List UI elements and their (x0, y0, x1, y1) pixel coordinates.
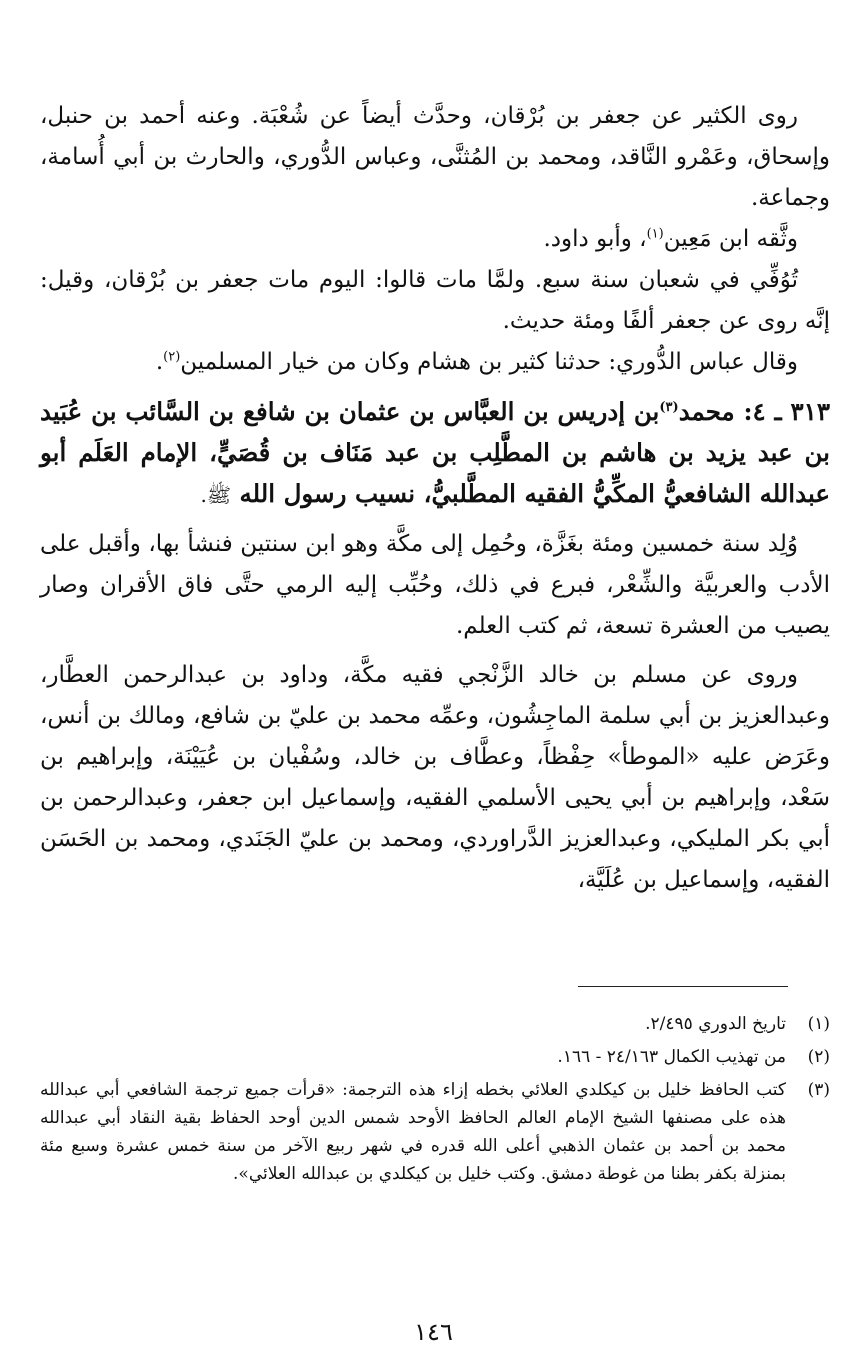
paragraph-birth: وُلِد سنة خمسين ومئة بغَزَّة، وحُمِل إلى مكَّة وهو ابن سنتين فنشأ بها، وأقبل على الأدب والعربيَّة والشِّعْر، فبرع في ذلك، وحُبِّب إليه الرمي حتَّى فاق الأقران وصار يصيب من العشرة تسعة، ثم كتب العلم. (40, 531, 830, 639)
footnote-text: كتب الحافظ خليل بن كيكلدي العلائي بخطه إزاء هذه الترجمة: «قرأت جميع ترجمة الشافعي أبي عبدالله هذه على مصنفها الشيخ الإمام العالم الحافظ الأوحد شمس الدين أوحد الحفاظ بقية النقاد أبي عبدالله محمد بن أحمد بن عثمان الذهبي أعلى الله قدره في شهر ربيع الآخر من سنة خمس عشرة وسبع مئة بمنزلة بكفر بطنا من غوطة دمشق. وكتب خليل بن كيكلدي بن عبدالله العلائي». (40, 1080, 786, 1184)
footnote-3 (40, 1076, 830, 1188)
footnote-text: تاريخ الدوري ٢/٤٩٥. (645, 1014, 786, 1034)
paragraph-quote (40, 342, 830, 383)
entry-number: ٣١٣ ـ ٤: محمد (678, 397, 830, 426)
footnote-ref-1[interactable]: (١) (646, 226, 664, 242)
page-number: ١٤٦ (414, 1318, 453, 1346)
reliability-text: وثَّقه ابن مَعِين (663, 226, 798, 252)
paragraph-teachers: وروى عن مسلم بن خالد الزَّنْجي فقيه مكَّة، وداود بن عبدالرحمن العطَّار، وعبدالعزيز بن أبي سلمة الماجِشُون، وعمِّه محمد بن عليّ بن شافع، ومالك بن أنس، وعَرَض عليه «الموطأ» حِفْظاً، وعطَّاف بن خالد، وسُفْيان بن عُيَيْنَة، وإبراهيم بن سَعْد، وإبراهيم بن أبي يحيى الأسلمي الفقيه، وإسماعيل ابن جعفر، وعبدالرحمن بن أبي بكر المليكي، وعبدالعزيز الدَّراوردي، ومحمد بن عليّ الجَنَدي، ومحمد بن الحَسَن الفقيه، وإسماعيل بن عُلَيَّة، (40, 662, 830, 893)
footnote-2 (40, 1043, 830, 1072)
paragraph-narrators: روى الكثير عن جعفر بن بُرْقان، وحدَّث أيضاً عن شُعْبَة. وعنه أحمد بن حنبل، وإسحاق، وعَمْرو النَّاقد، ومحمد بن المُثنَّى، وعباس الدُّوري، والحارث بن أبي أُسامة، وجماعة. (40, 103, 830, 211)
salutation-mark: ﷺ. (200, 483, 232, 507)
footnotes (40, 1010, 830, 1192)
footnote-text: من تهذيب الكمال ٢٤/١٦٣ - ١٦٦. (557, 1047, 786, 1067)
footnote-number: (١) (807, 1014, 830, 1034)
paragraph-reliability (40, 219, 830, 260)
entry-name: بن إدريس بن العبَّاس بن عثمان بن شافع بن السَّائب بن عُبَيد بن عبد يزيد بن هاشم بن المطَّلِب بن عبد مَنَاف بن قُصَيٍّ، الإمام العَلَم أبو عبدالله الشافعيُّ المكِّيُّ الفقيه المطَّلبيُّ، نسيب رسول الله (40, 397, 830, 508)
quote-end: . (155, 349, 164, 375)
footnote-1 (40, 1010, 830, 1039)
footnote-number: (٢) (807, 1047, 830, 1067)
footnote-number: (٣) (807, 1080, 830, 1100)
main-text (40, 96, 830, 901)
entry-heading (40, 391, 830, 516)
quote-text: وقال عباس الدُّوري: حدثنا كثير بن هشام وكان من خيار المسلمين (180, 349, 798, 375)
reliability-text-end: ، وأبو داود. (543, 226, 647, 252)
paragraph-death: تُوُفِّي في شعبان سنة سبع. ولمَّا مات قالوا: اليوم مات جعفر بن بُرْقان، وقيل: إنَّه روى عن جعفر ألفًا ومئة حديث. (40, 267, 830, 334)
footnote-ref-2[interactable]: (٢) (163, 349, 181, 365)
footnote-separator (578, 986, 788, 987)
footnote-ref-3[interactable]: (٣) (659, 399, 679, 415)
